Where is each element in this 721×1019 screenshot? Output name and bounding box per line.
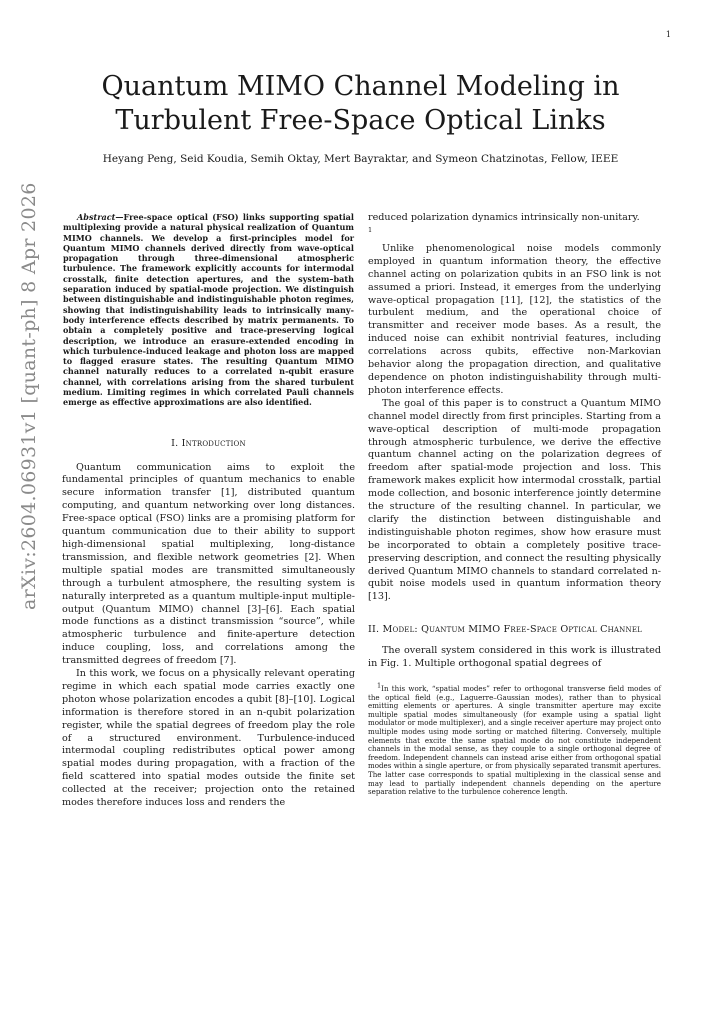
footnote-number: 1 [377,681,382,690]
footnote [368,681,661,797]
abstract-text: —Free-space optical (FSO) links supporting spatial multiplexing provide a natural physical realization of Quantum MIMO channels. We develop a first-principles model for Quantum MIMO channels derived directly from wave-optical propagation through three-dimensional atmospheric turbulence. The framework explicitly accounts for intermodal crosstalk, finite detection apertures, and the system–bath separation induced by spatial-mode projection. We distinguish between distinguishable and indistinguishable photon regimes, showing that indistinguishability leads to intrinsically many-body interference effects described by matrix permanents. To obtain a completely positive and trace-preserving logical description, we introduce an erasure-extended encoding in which turbulence-induced leakage and photon loss are mapped to flagged erasure states. The resulting Quantum MIMO channel naturally reduces to a correlated n-qubit erasure channel, with correlations arising from the shared turbulent medium. Limiting regimes in which correlated Pauli channels emerge as effective approximations are also identified. [63,212,354,408]
right-column [368,212,661,797]
arxiv-identifier: arXiv:2604.06931v1 [quant-ph] 8 Apr 2026 [18,182,40,610]
continued-paragraph [368,212,661,225]
intro-paragraph-3: Unlike phenomenological noise models commonly employed in quantum information theory, the effective channel acting on polarization qubits in an FSO link is not assumed a priori. Instead, it emerges from the underlying wave-optical propagation [11], [12], the statistics of the turbulent medium, and the operational choice of transmitter and receiver mode bases. As a result, the induced noise can exhibit nontrivial features, including correlations across qubits, effective non-Markovian behavior along the propagation direction, and qualitative dependence on photon indistinguishability through multi-photon interference effects. [368,242,661,396]
intro-paragraph-4: The goal of this paper is to construct a Quantum MIMO channel model directly from first principles. Starting from a wave-optical description of multi-mode propagation through atmospheric turbulence, we derive the effective quantum channel acting on the polarization degrees of freedom after spatial-mode projection and loss. This framework makes explicit how intermodal crosstalk, partial mode collection, and bosonic interference jointly determine the structure of the resulting channel. In particular, we clarify the distinction between distinguishable and indistinguishable photon regimes, show how erasure must be incorporated to obtain a completely positive trace-preserving description, and connect the resulting physically derived Quantum MIMO channels to standard correlated n-qubit noise models used in quantum information theory [13]. [368,397,661,603]
author-list: Heyang Peng, Seid Koudia, Semih Oktay, Mert Bayraktar, and Symeon Chatzinotas, Fellow, IEEE [102,153,619,165]
paper-title [60,70,661,138]
abstract [62,212,355,408]
title-line-1: Quantum MIMO Channel Modeling in [101,71,620,102]
abstract-label: Abstract [77,212,116,222]
model-paragraph-1: The overall system considered in this work is illustrated in Fig. 1. Multiple orthogonal spatial degrees of [368,645,661,670]
page-number: 1 [665,30,671,39]
section-heading-model: II. Model: Quantum MIMO Free-Space Optical Channel [368,624,642,636]
continued-text: reduced polarization dynamics intrinsically non-unitary. [368,212,640,223]
title-line-2: Turbulent Free-Space Optical Links [115,105,606,136]
section-heading-introduction: I. Introduction [171,437,246,449]
intro-paragraph-1: Quantum communication aims to exploit the fundamental principles of quantum mechanics to enable secure information transfer [1], distributed quantum computing, and quantum networking over long distances. Free-space optical (FSO) links are a promising platform for quantum communication due to their ability to support high-dimensional spatial multiplexing, long-distance transmission, and flexible network geometries [2]. When multiple spatial modes are transmitted simultaneously through a turbulent atmosphere, the resulting system is naturally interpreted as a quantum multiple-input multiple-output (Quantum MIMO) channel [3]–[6]. Each spatial mode functions as a distinct transmission “source”, while atmospheric turbulence and finite-aperture detection induce coupling, loss, and correlations among the transmitted degrees of freedom [7]. [62,461,355,667]
left-column [62,212,355,810]
intro-paragraph-2: In this work, we focus on a physically relevant operating regime in which each spatial mode carries exactly one photon whose polarization encodes a qubit [8]–[10]. Logical information is therefore stored in an n-qubit polarization register, while the spatial degrees of freedom play the role of a structured environment. Turbulence-induced intermodal coupling redistributes optical power among spatial modes during propagation, with a fraction of the field scattered into spatial modes outside the finite set collected at the receiver; projection onto the retained modes therefore induces loss and renders the [62,668,355,809]
footnote-reference: 1 [368,225,373,234]
footnote-text: In this work, “spatial modes” refer to orthogonal transverse field modes of the optical field (e.g., Laguerre–Gaussian modes), rather than to physical emitting elements or apertures. A single transmitter aperture may excite multiple spatial modes simultaneously (for example using a spatial light modulator or mode multiplexer), and a single receiver aperture may project onto multiple modes using mode sorting or matched filtering. Conversely, multiple elements that excite the same spatial mode do not constitute independent channels in the modal sense, as they couple to a single orthogonal degree of freedom. Independent channels can instead arise either from orthogonal spatial modes within a single aperture, or from physically separated transmit apertures. The latter case corresponds to spatial multiplexing in the classical sense and may lead to partially independent channels depending on the aperture separation relative to the turbulence coherence length. [368,684,661,797]
